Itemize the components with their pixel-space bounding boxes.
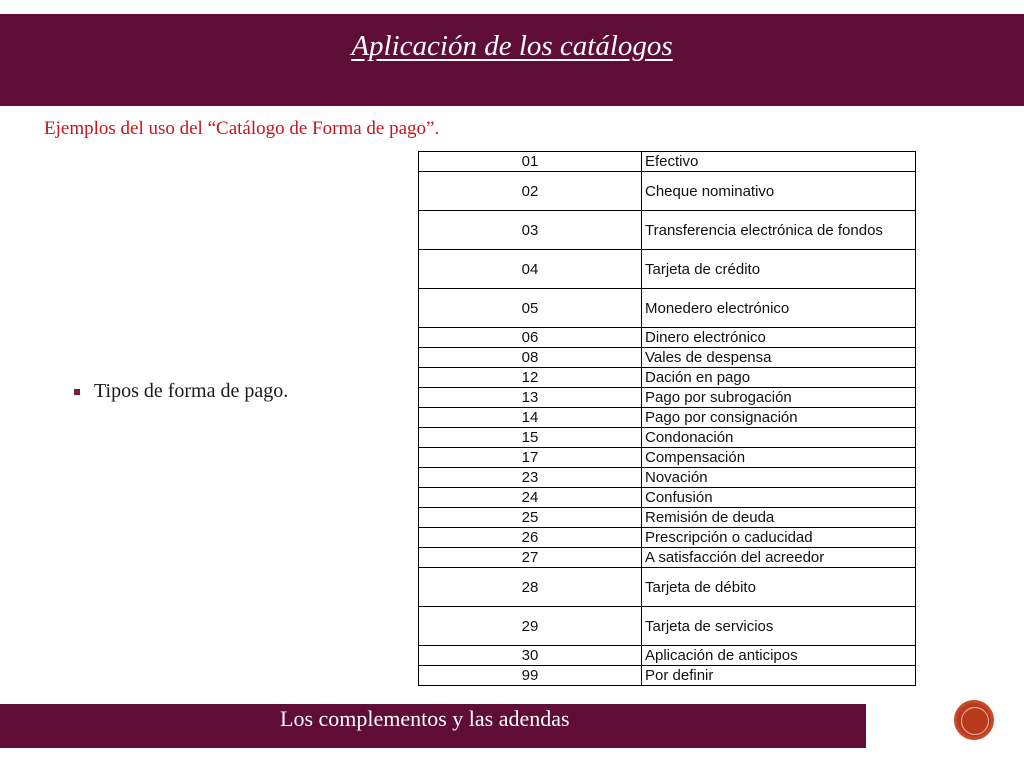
description-cell: Novación (642, 468, 916, 488)
table-row (419, 488, 916, 508)
table-row (419, 448, 916, 468)
description-cell: Tarjeta de crédito (642, 250, 916, 289)
circle-logo-icon (954, 700, 994, 740)
table-row (419, 666, 916, 686)
description-cell: Confusión (642, 488, 916, 508)
description-cell: Cheque nominativo (642, 172, 916, 211)
description-cell: A satisfacción del acreedor (642, 548, 916, 568)
table-row (419, 152, 916, 172)
table-row (419, 211, 916, 250)
table-row (419, 568, 916, 607)
code-cell: 14 (419, 408, 642, 428)
description-cell: Dinero electrónico (642, 328, 916, 348)
description-cell: Aplicación de anticipos (642, 646, 916, 666)
code-cell: 24 (419, 488, 642, 508)
code-cell: 99 (419, 666, 642, 686)
table-row (419, 408, 916, 428)
code-cell: 27 (419, 548, 642, 568)
description-cell: Vales de despensa (642, 348, 916, 368)
square-bullet-icon (74, 389, 80, 395)
table-row (419, 548, 916, 568)
slide-title: Aplicación de los catálogos (351, 30, 673, 62)
bullet-text: Tipos de forma de pago. (94, 380, 289, 402)
code-cell: 25 (419, 508, 642, 528)
table-row (419, 607, 916, 646)
code-cell: 30 (419, 646, 642, 666)
table-row (419, 368, 916, 388)
table-row (419, 289, 916, 328)
code-cell: 13 (419, 388, 642, 408)
code-cell: 28 (419, 568, 642, 607)
description-cell: Tarjeta de débito (642, 568, 916, 607)
table-row (419, 348, 916, 368)
description-cell: Monedero electrónico (642, 289, 916, 328)
description-cell: Transferencia electrónica de fondos (642, 211, 916, 250)
code-cell: 05 (419, 289, 642, 328)
description-cell: Remisión de deuda (642, 508, 916, 528)
footer-text: Los complementos y las adendas (280, 706, 570, 731)
code-cell: 12 (419, 368, 642, 388)
table-row (419, 328, 916, 348)
bullet-item (74, 380, 288, 403)
description-cell: Dación en pago (642, 368, 916, 388)
description-cell: Tarjeta de servicios (642, 607, 916, 646)
code-cell: 17 (419, 448, 642, 468)
code-cell: 06 (419, 328, 642, 348)
code-cell: 04 (419, 250, 642, 289)
catalog-table-body (419, 152, 916, 686)
code-cell: 15 (419, 428, 642, 448)
code-cell: 02 (419, 172, 642, 211)
table-row (419, 528, 916, 548)
description-cell: Pago por consignación (642, 408, 916, 428)
table-row (419, 508, 916, 528)
description-cell: Efectivo (642, 152, 916, 172)
table-row (419, 428, 916, 448)
description-cell: Pago por subrogación (642, 388, 916, 408)
description-cell: Prescripción o caducidad (642, 528, 916, 548)
table-row (419, 172, 916, 211)
code-cell: 03 (419, 211, 642, 250)
table-row (419, 468, 916, 488)
payment-form-catalog-table (418, 151, 916, 686)
description-cell: Condonación (642, 428, 916, 448)
code-cell: 29 (419, 607, 642, 646)
code-cell: 26 (419, 528, 642, 548)
description-cell: Compensación (642, 448, 916, 468)
table-row (419, 388, 916, 408)
table-row (419, 646, 916, 666)
description-cell: Por definir (642, 666, 916, 686)
code-cell: 01 (419, 152, 642, 172)
subtitle: Ejemplos del uso del “Catálogo de Forma de pago”. (44, 118, 440, 139)
table-row (419, 250, 916, 289)
code-cell: 08 (419, 348, 642, 368)
code-cell: 23 (419, 468, 642, 488)
